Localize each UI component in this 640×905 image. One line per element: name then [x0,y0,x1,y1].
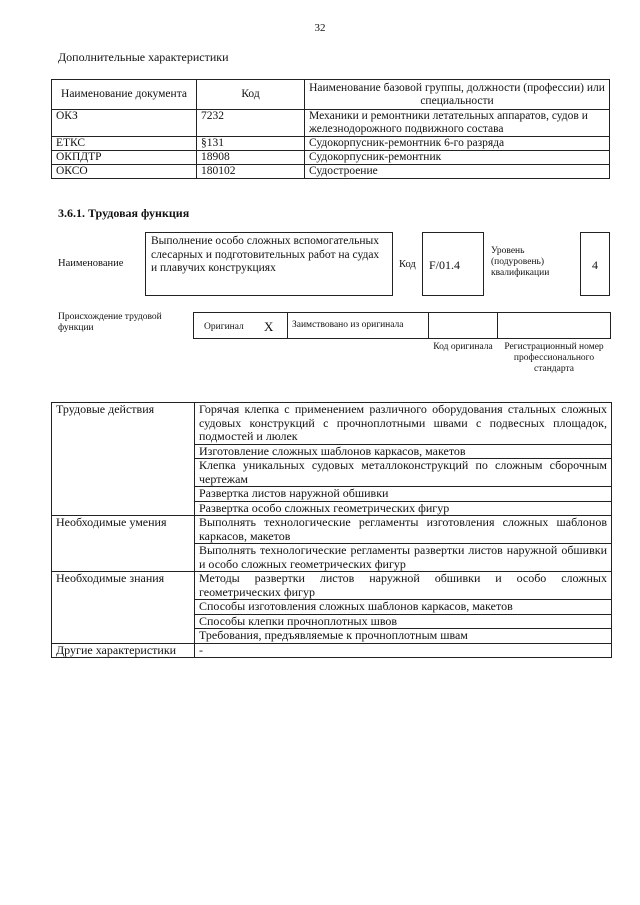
header-code: Код [197,80,305,110]
origin-label: Происхождение трудовой функции [58,312,162,333]
cell-name: Механики и ремонтники летательных аппаратов, судов и железнодорожного подвижного состава [305,110,610,137]
function-code-value: F/01.4 [429,258,461,272]
header-group-name: Наименование базовой группы, должности (профессии) или специальности [305,80,610,110]
cell-document: ОКСО [52,165,197,179]
cell-code: §131 [197,137,305,151]
function-name-value: Выполнение особо сложных вспомогательных слесарных и подготовительных работ на судах и плавучих конструкциях [151,235,380,274]
function-code-box [422,232,484,296]
labor-action-item: Клепка уникальных судовых металлоконструкций по сложным сборочным чертежам [195,459,612,487]
cell-name: Судокорпусник-ремонтник [305,151,610,165]
cell-code: 18908 [197,151,305,165]
cell-document: ЕТКС [52,137,197,151]
knowledge-item: Методы развертки листов наружной обшивки и особо сложных геометрических фигур [195,572,612,600]
knowledge-item: Требования, предъявляемые к прочноплотным швам [195,629,612,644]
labor-actions-label: Трудовые действия [52,403,195,516]
page-number: 32 [314,22,326,34]
labor-function-details-table [51,402,612,658]
borrowed-label: Заимствовано из оригинала [292,320,404,330]
table-row [52,165,610,179]
labor-action-item: Горячая клепка с применением различного оборудования стальных сложных судовых конструкций с прочноплотными швами с подвесных площадок, подмостей и люлек [195,403,612,445]
header-document: Наименование документа [52,80,197,110]
table-header-row [52,80,610,110]
labor-action-item: Изготовление сложных шаблонов каркасов, макетов [195,444,612,459]
cell-code: 180102 [197,165,305,179]
other-characteristics-label: Другие характеристики [52,643,195,658]
qualification-level-box [580,232,610,296]
knowledge-item: Способы клепки прочноплотных швов [195,614,612,629]
cell-name: Судокорпусник-ремонтник 6-го разряда [305,137,610,151]
additional-characteristics-title: Дополнительные характеристики [58,50,229,64]
skill-item: Выполнять технологические регламенты изготовления сложных шаблонов каркасов, макетов [195,516,612,544]
labor-action-item: Развертка особо сложных геометрических фигур [195,501,612,516]
table-row [52,516,612,544]
original-mark: X [264,319,274,334]
cell-name: Судостроение [305,165,610,179]
labor-action-item: Развертка листов наружной обшивки [195,487,612,502]
cell-document: ОКЗ [52,110,197,137]
original-code-box [428,312,498,339]
additional-characteristics-table [51,79,610,179]
skills-label: Необходимые умения [52,516,195,572]
original-label: Оригинал [204,322,244,332]
registration-number-caption: Регистрационный номер профессионального стандарта [504,342,604,374]
knowledge-item: Способы изготовления сложных шаблонов каркасов, макетов [195,600,612,615]
original-box [193,312,288,339]
table-row [52,110,610,137]
qualification-level-value: 4 [592,258,598,272]
cell-code: 7232 [197,110,305,137]
original-code-caption: Код оригинала [433,342,493,352]
borrowed-box [287,312,429,339]
table-row [52,403,612,445]
labor-function-heading: 3.6.1. Трудовая функция [58,206,190,220]
table-row [52,572,612,600]
cell-document: ОКПДТР [52,151,197,165]
table-row [52,151,610,165]
function-name-box [145,232,393,296]
code-label: Код [399,259,416,270]
name-label: Наименование [58,258,124,269]
other-characteristics-value: - [195,643,612,658]
knowledge-label: Необходимые знания [52,572,195,644]
registration-number-box [497,312,611,339]
skill-item: Выполнять технологические регламенты развертки листов наружной обшивки и особо сложных геометрических фигур [195,544,612,572]
table-row [52,643,612,658]
qualification-level-label: Уровень (подуровень) квалификации [491,246,550,278]
table-row [52,137,610,151]
